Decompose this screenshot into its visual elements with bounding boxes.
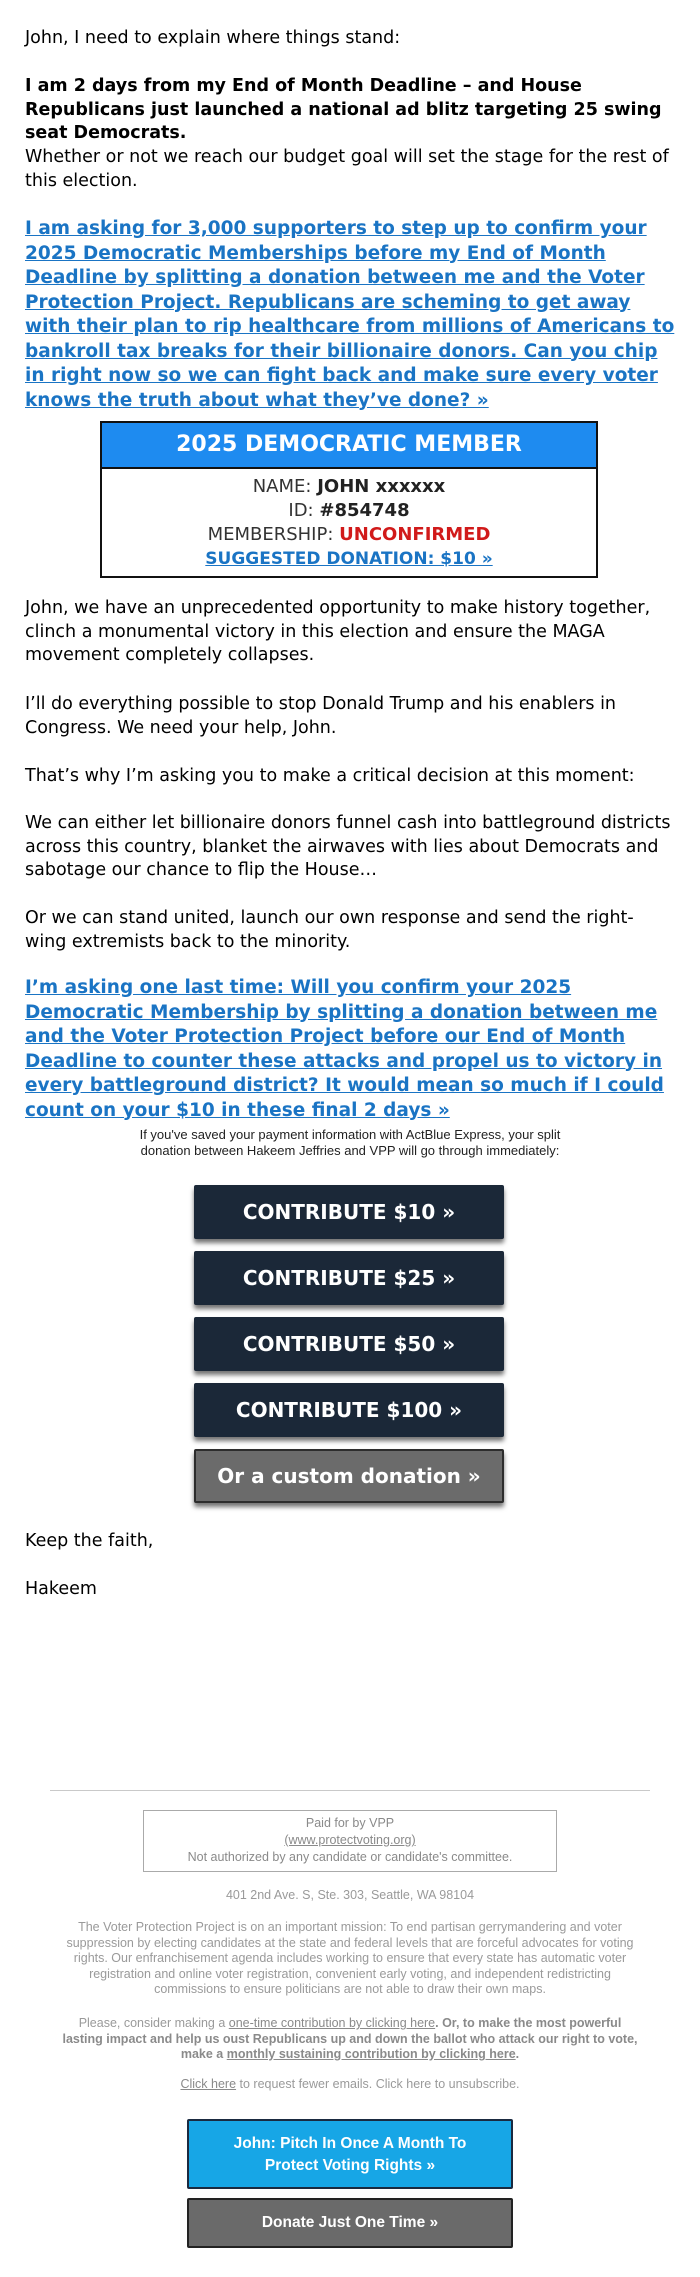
member-name-row bbox=[102, 475, 596, 499]
paid-by: Paid for by VPP bbox=[305, 1816, 395, 1830]
ask-paragraph bbox=[25, 217, 675, 413]
id-label: ID: bbox=[288, 500, 314, 521]
actblue-express-note bbox=[0, 1127, 700, 1159]
express-note-text: If you've saved your payment information with ActBlue Express, your split donation between Hakeem Jeffries and VPP will go through immediately: bbox=[139, 1127, 561, 1158]
signoff-line: Keep the faith, bbox=[25, 1531, 154, 1551]
body-paragraph-5: Or we can stand united, launch our own response and send the right-wing extremists back to the minority. bbox=[25, 908, 634, 952]
monthly-link[interactable]: monthly sustaining contribution by clicking here bbox=[226, 2047, 516, 2061]
one-time-donation-button[interactable]: Donate Just One Time » bbox=[187, 2198, 513, 2248]
body-paragraph-2: I’ll do everything possible to stop Donald Trump and his enablers in Congress. We need your help, John. bbox=[25, 694, 617, 738]
monthly-donation-button[interactable] bbox=[187, 2119, 513, 2189]
ask-link[interactable]: I am asking for 3,000 supporters to step up to confirm your 2025 Democratic Memberships before my End of Month Deadline by splitting a donation between me and the Voter Protection Project. Republicans are scheming to get away with their plan to rip healthcare from millions of Americans to bankroll tax breaks for their billionaire donors. Can you chip in right now so we can fight back and make sure every voter knows the truth about what they’ve done? » bbox=[25, 218, 675, 411]
fewer-emails-text: to request fewer emails. Click here to unsubscribe. bbox=[236, 2077, 520, 2091]
ask2-paragraph bbox=[25, 976, 675, 1123]
contribute-50-button[interactable]: CONTRIBUTE $50 » bbox=[194, 1317, 504, 1371]
paid-url-link[interactable]: (www.protectvoting.org) bbox=[284, 1833, 416, 1847]
contribute-25-button[interactable]: CONTRIBUTE $25 » bbox=[194, 1251, 504, 1305]
greeting: John, I need to explain where things stand: bbox=[25, 28, 401, 48]
suggested-donation-link[interactable]: SUGGESTED DONATION: $10 » bbox=[205, 549, 493, 569]
membership-card bbox=[100, 421, 598, 578]
contribution-links bbox=[60, 2016, 640, 2063]
footer-divider bbox=[50, 1790, 650, 1791]
name-value: JOHN xxxxxx bbox=[317, 476, 446, 497]
paid-for-box bbox=[143, 1810, 557, 1872]
budget-paragraph: Whether or not we reach our budget goal will set the stage for the rest of this election. bbox=[25, 147, 669, 191]
signature-name: Hakeem bbox=[25, 1579, 97, 1599]
deadline-paragraph: I am 2 days from my End of Month Deadline – and House Republicans just launched a national ad blitz targeting 25 swing seat Democrats. bbox=[25, 76, 662, 143]
id-value: #854748 bbox=[319, 500, 410, 521]
one-time-link[interactable]: one-time contribution by clicking here bbox=[228, 2016, 436, 2030]
monthly-donation-label: John: Pitch In Once A Month To Protect Voting Rights » bbox=[233, 2135, 467, 2174]
member-id-row bbox=[102, 499, 596, 523]
body-paragraph-3: That’s why I’m asking you to make a critical decision at this moment: bbox=[25, 766, 635, 786]
fewer-emails-link[interactable]: Click here bbox=[180, 2077, 237, 2091]
membership-card-title: 2025 DEMOCRATIC MEMBER bbox=[102, 423, 596, 469]
consider-end: . bbox=[515, 2047, 520, 2061]
paid-disclaimer: Not authorized by any candidate or candidate's committee. bbox=[187, 1850, 513, 1864]
status-label: MEMBERSHIP: bbox=[207, 524, 334, 545]
contribute-10-button[interactable]: CONTRIBUTE $10 » bbox=[194, 1185, 504, 1239]
consider-bold: . Or, to make the most powerful lasting impact and help us oust Republicans up and down the ballot who attack our right to vote, make a bbox=[62, 2016, 638, 2061]
email-preferences bbox=[60, 2077, 640, 2093]
body-paragraph-1: John, we have an unprecedented opportunity to make history together, clinch a monumental victory in this election and ensure the MAGA movement completely collapses. bbox=[25, 598, 651, 665]
membership-status-row bbox=[102, 523, 596, 547]
name-label: NAME: bbox=[252, 476, 312, 497]
address: 401 2nd Ave. S, Ste. 303, Seattle, WA 98104 bbox=[225, 1888, 475, 1902]
suggested-row bbox=[102, 547, 596, 571]
contribute-100-button[interactable]: CONTRIBUTE $100 » bbox=[194, 1383, 504, 1437]
ask2-link[interactable]: I’m asking one last time: Will you confirm your 2025 Democratic Membership by splitting a donation between me and the Voter Protection Project before our End of Month Deadline to counter these attacks and propel us to victory in every battleground district? It would mean so much if I could count on your $10 in these final 2 days » bbox=[25, 977, 664, 1121]
mission-statement: The Voter Protection Project is on an important mission: To end partisan gerrymandering and voter suppression by electing candidates at the state and federal levels that are forceful advocates for voting rights. Our enfranchisement agenda includes working to ensure that every state has automatic voter registration and online voter registration, convenient early voting, and independent redistricting commissions to ensure politicians are not able to draw their own maps. bbox=[66, 1920, 634, 1996]
body-paragraph-4: We can either let billionaire donors funnel cash into battleground districts across this country, blanket the airwaves with lies about Democrats and sabotage our chance to flip the House… bbox=[25, 813, 671, 880]
custom-donation-button[interactable]: Or a custom donation » bbox=[194, 1449, 504, 1503]
status-value: UNCONFIRMED bbox=[339, 524, 491, 545]
consider-pre: Please, consider making a bbox=[78, 2016, 229, 2030]
